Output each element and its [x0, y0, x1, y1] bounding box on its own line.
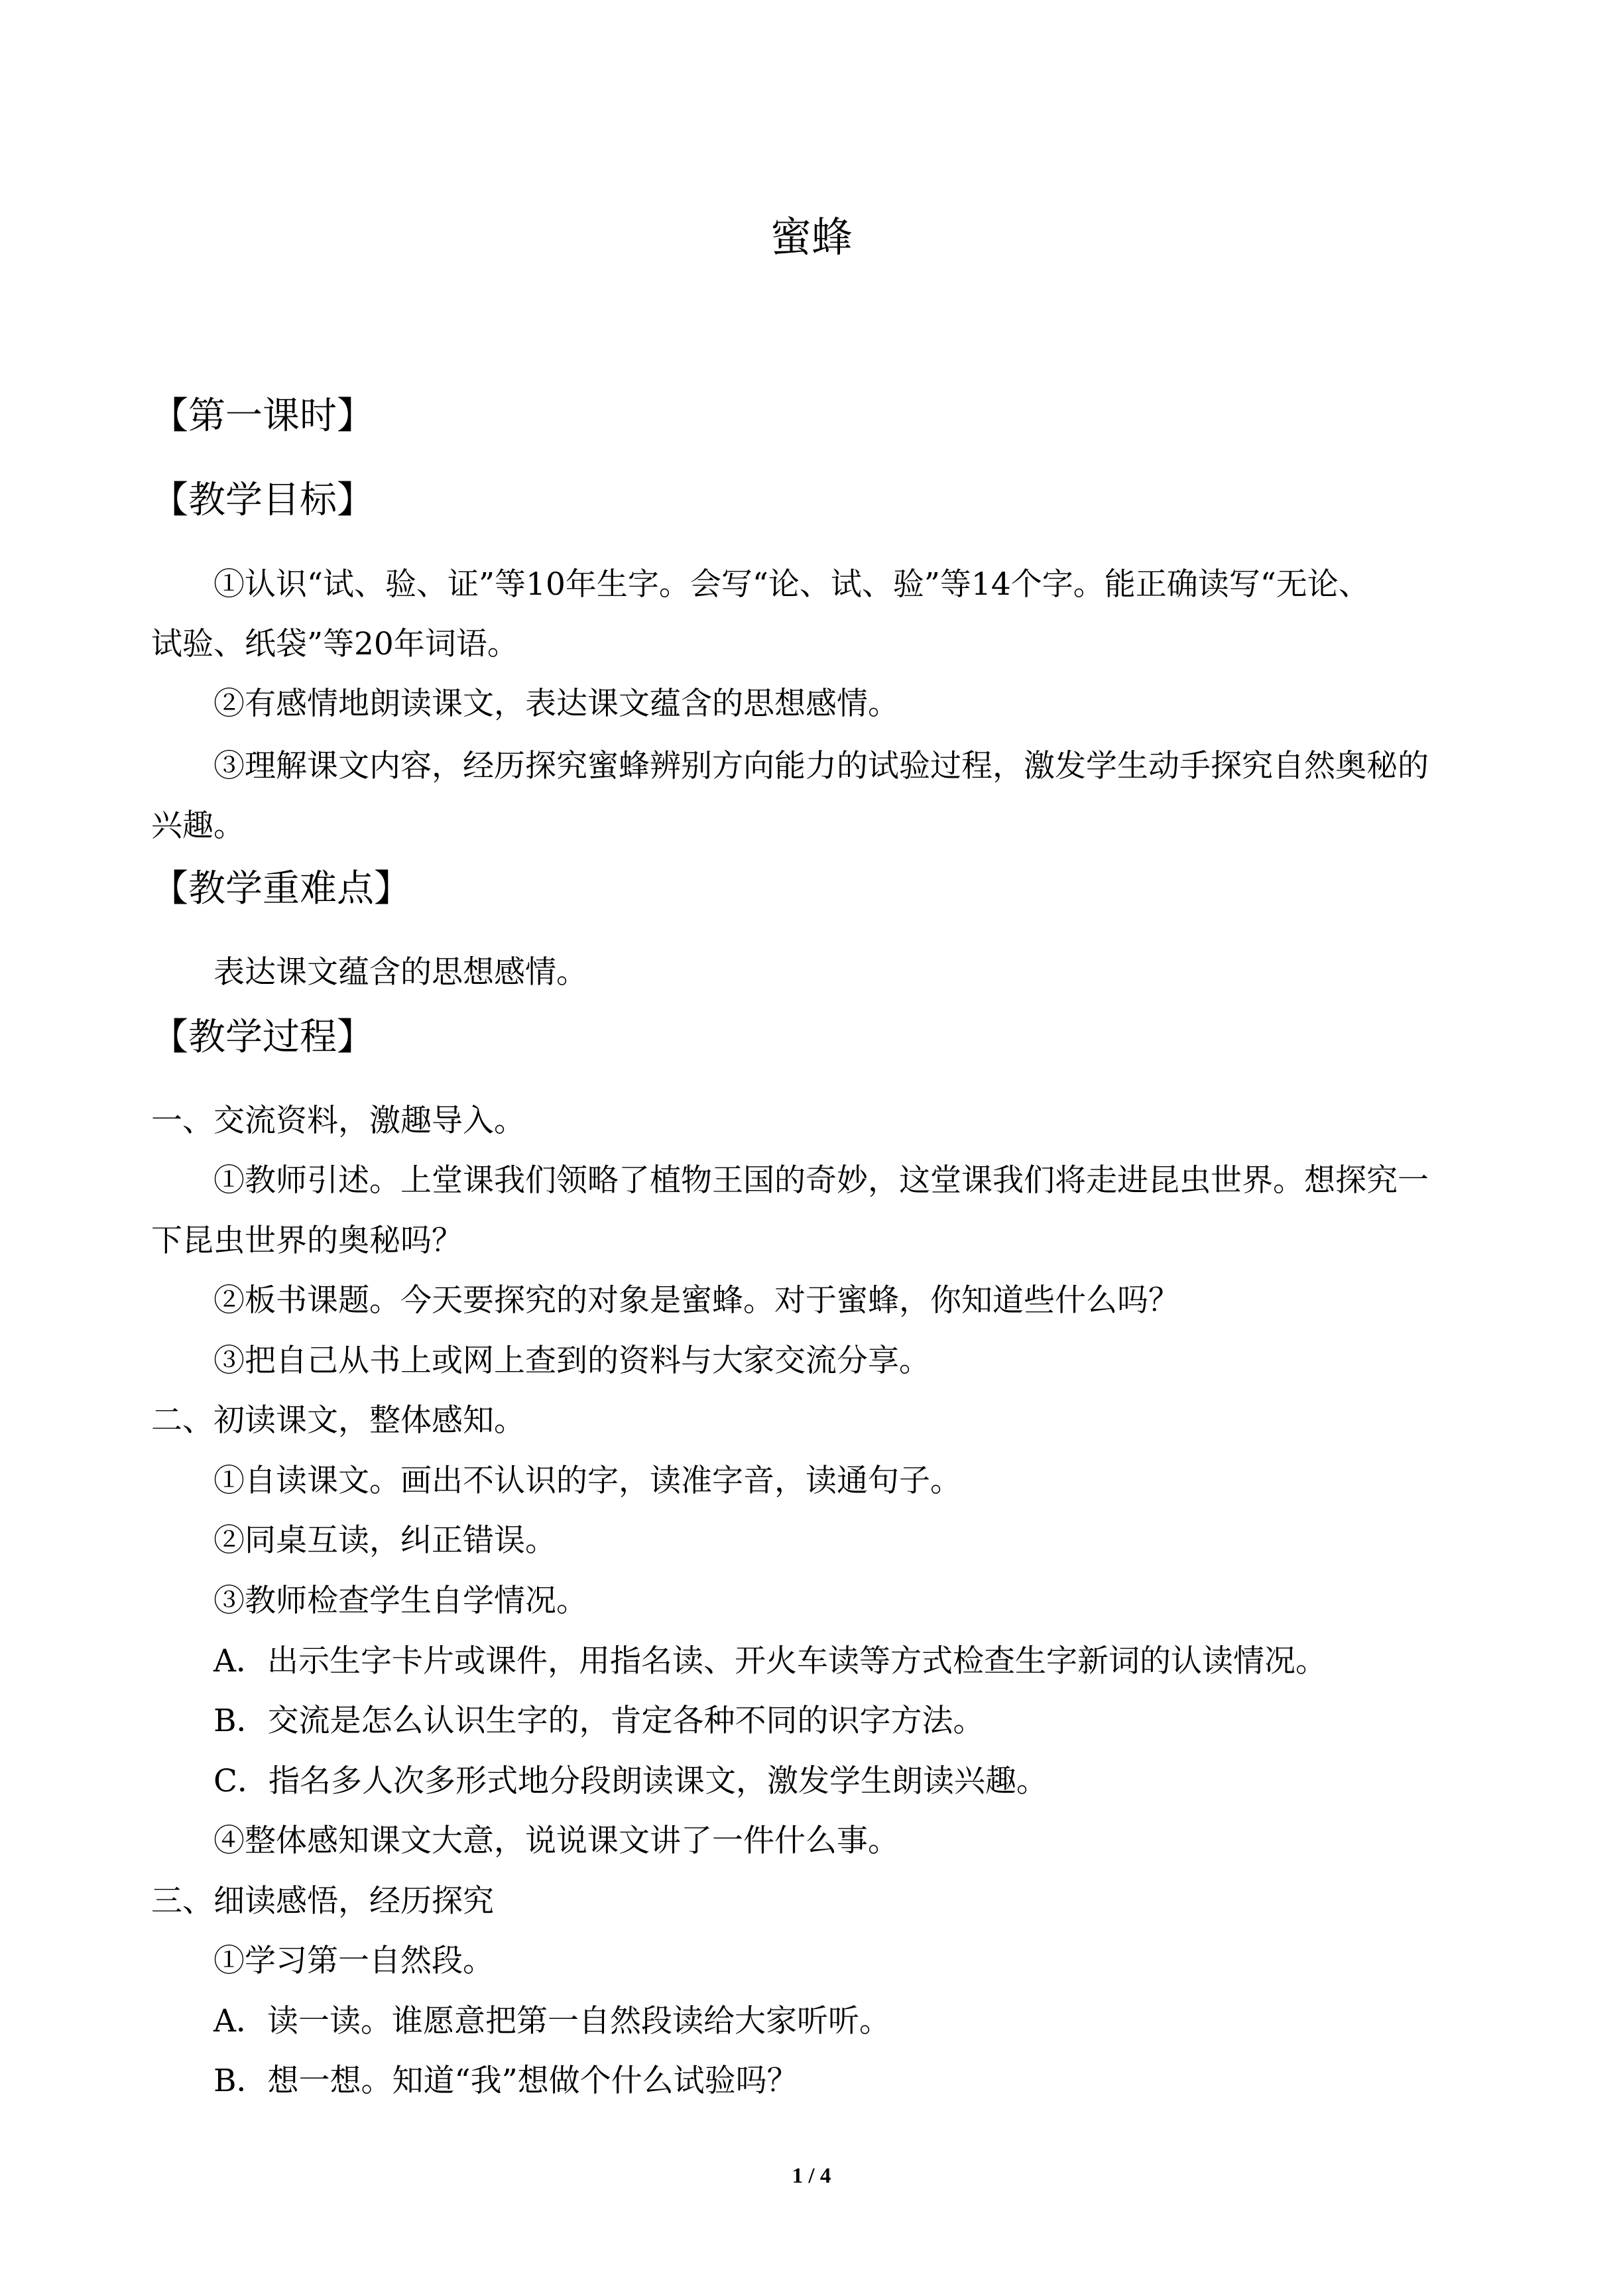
heading-lesson: 【第一课时】	[151, 394, 374, 438]
goal-2: ②有感情地朗读课文，表达课文蕴含的思想感情。	[213, 686, 899, 722]
process-1-2: ②板书课题。今天要探究的对象是蜜蜂。对于蜜蜂，你知道些什么吗？	[213, 1282, 1179, 1319]
process-1-1-line-2: 下昆虫世界的奥秘吗？	[151, 1223, 463, 1259]
goal-3-line-2: 兴趣。	[151, 808, 245, 844]
goal-1-line-2: 试验、纸袋”等20年词语。	[151, 626, 518, 662]
goal-3-line-1: ③理解课文内容，经历探究蜜蜂辨别方向能力的试验过程，激发学生动手探究自然奥秘的	[213, 748, 1429, 784]
process-3-1: ①学习第一自然段。	[213, 1943, 494, 1979]
process-2-4: ④整体感知课文大意，说说课文讲了一件什么事。	[213, 1823, 899, 1859]
heading-process: 【教学过程】	[151, 1016, 374, 1059]
page-number: 1 / 4	[792, 2164, 831, 2188]
process-2-2: ②同桌互读，纠正错误。	[213, 1522, 556, 1559]
process-3-1-a: A．读一读。谁愿意把第一自然段读给大家听听。	[213, 2003, 890, 2039]
process-2-3: ③教师检查学生自学情况。	[213, 1583, 587, 1619]
key-points-text: 表达课文蕴含的思想感情。	[213, 954, 587, 991]
process-2-3-b: B．交流是怎么认识生字的，肯定各种不同的识字方法。	[213, 1703, 985, 1739]
heading-goals: 【教学目标】	[151, 479, 374, 522]
process-2-3-a: A．出示生字卡片或课件，用指名读、开火车读等方式检查生字新词的认读情况。	[213, 1643, 1327, 1679]
process-section-1: 一、交流资料，激趣导入。	[151, 1103, 525, 1139]
process-section-2: 二、初读课文，整体感知。	[151, 1402, 525, 1439]
process-2-3-c: C．指名多人次多形式地分段朗读课文，激发学生朗读兴趣。	[213, 1763, 1048, 1799]
process-2-1: ①自读课文。画出不认识的字，读准字音，读通句子。	[213, 1463, 961, 1499]
document-title: 蜜蜂	[770, 213, 853, 261]
process-section-3: 三、细读感悟，经历探究	[151, 1883, 494, 1919]
process-1-1-line-1: ①教师引述。上堂课我们领略了植物王国的奇妙，这堂课我们将走进昆虫世界。想探究一	[213, 1162, 1429, 1199]
process-3-1-b: B．想一想。知道“我”想做个什么试验吗？	[213, 2063, 798, 2099]
process-1-3: ③把自己从书上或网上查到的资料与大家交流分享。	[213, 1343, 930, 1379]
goal-1-line-1: ①认识“试、验、证”等10年生字。会写“论、试、验”等14个字。能正确读写“无论、	[213, 566, 1370, 603]
heading-key-points: 【教学重难点】	[151, 867, 411, 910]
